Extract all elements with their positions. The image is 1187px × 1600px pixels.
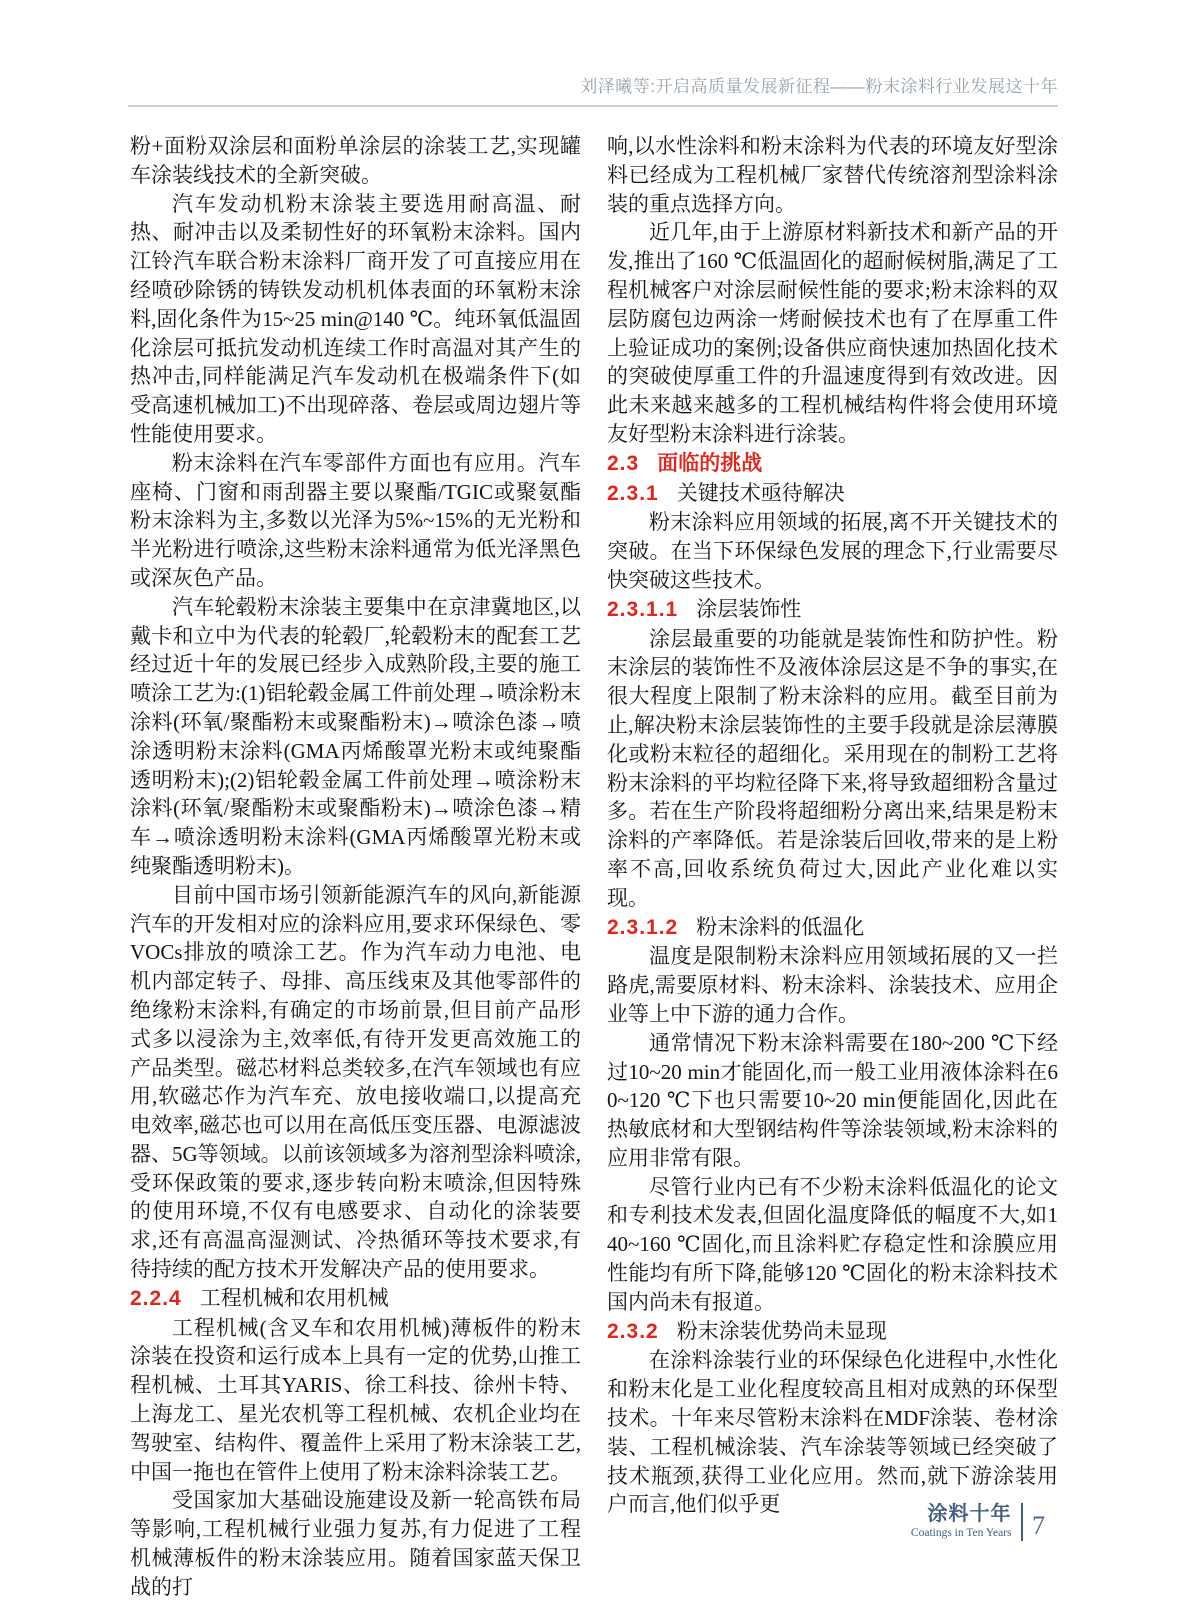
journal-name-en: Coatings in Ten Years [910, 1527, 1012, 1539]
footer-divider [1021, 1503, 1024, 1541]
section-heading-2.3.1.2 [607, 913, 1058, 943]
body-paragraph: 在涂料涂装行业的环保绿色化进程中,水性化和粉末化是工业化程度较高且相对成熟的环保型技术。十年来尽管粉末涂料在MDF涂装、卷材涂装、工程机械涂装、汽车涂装等领域已经突破了技术瓶颈,获得工业化应用。然而,就下游涂装用户而言,他们似乎更 [607, 1348, 1058, 1517]
section-title: 面临的挑战 [657, 451, 763, 475]
section-heading-2.3.2 [607, 1317, 1058, 1347]
section-number: 2.3.1 [607, 481, 659, 505]
body-paragraph: 粉末涂料在汽车零部件方面也有应用。汽车座椅、门窗和雨刮器主要以聚酯/TGIC或聚氨酯粉末涂料为主,多数以光泽为5%~15%的无光粉和半光粉进行喷涂,这些粉末涂料通常为低光泽黑色或深灰色产品。 [130, 450, 581, 590]
section-title: 工程机械和农用机械 [199, 1285, 389, 1310]
section-title: 关键技术亟待解决 [676, 480, 845, 505]
running-header-title: 刘泽曦等:开启高质量发展新征程——粉末涂料行业发展这十年 [580, 77, 1058, 96]
body-paragraph: 近几年,由于上游原材料新技术和新产品的开发,推出了160 ℃低温固化的超耐候树脂,满足了工程机械客户对涂层耐候性能的要求;粉末涂料的双层防腐包边两涂一烤耐候技术也有了在厚重工件上验证成功的案例;设备供应商快速加热固化技术的突破使厚重工件的升温速度得到有效改进。因此未来越来越多的工程机械结构件将会使用环境友好型粉末涂料进行涂装。 [607, 220, 1058, 446]
section-title: 涂层装饰性 [696, 596, 802, 621]
section-number: 2.3.1.1 [607, 597, 679, 621]
body-paragraph: 工程机械(含叉车和农用机械)薄板件的粉末涂装在投资和运行成本上具有一定的优势,山推工程机械、土耳其YARIS、徐工科技、徐州卡特、上海龙工、星光农机等工程机械、农机企业均在驾驶室、结构件、覆盖件上采用了粉末涂装工艺,中国一拖也在管件上使用了粉末涂料涂装工艺。 [130, 1315, 581, 1484]
column-right [607, 132, 1058, 1600]
page-number: 7 [1032, 1511, 1045, 1540]
section-title: 粉末涂装优势尚未显现 [676, 1318, 887, 1343]
page-footer [911, 1503, 1045, 1541]
section-heading-2.3.1.1 [607, 595, 1058, 625]
body-paragraph: 尽管行业内已有不少粉末涂料低温化的论文和专利技术发表,但固化温度降低的幅度不大,如140~160 ℃固化,而且涂料贮存稳定性和涂膜应用性能均有所下降,能够120 ℃固化的粉末涂料技术国内尚未有报道。 [607, 1174, 1058, 1314]
body-paragraph: 粉末涂料应用领域的拓展,离不开关键技术的突破。在当下环保绿色发展的理念下,行业需要尽快突破这些技术。 [607, 510, 1058, 592]
header-rule [128, 105, 1058, 107]
section-heading-2.3 [607, 449, 1058, 479]
body-paragraph: 温度是限制粉末涂料应用领域拓展的又一拦路虎,需要原材料、粉末涂料、涂装技术、应用企业等上中下游的通力合作。 [607, 944, 1058, 1026]
body-paragraph: 粉+面粉双涂层和面粉单涂层的涂装工艺,实现罐车涂装线技术的全新突破。 [130, 134, 581, 187]
body-paragraph: 受国家加大基础设施建设及新一轮高铁布局等影响,工程机械行业强力复苏,有力促进了工程机械薄板件的粉末涂装应用。随着国家蓝天保卫战的打 [130, 1488, 581, 1599]
body-paragraph: 汽车发动机粉末涂装主要选用耐高温、耐热、耐冲击以及柔韧性好的环氧粉末涂料。国内江铃汽车联合粉末涂料厂商开发了可直接应用在经喷砂除锈的铸铁发动机机体表面的环氧粉末涂料,固化条件为15~25 min@140 ℃。纯环氧低温固化涂层可抵抗发动机连续工作时高温对其产生的热冲击,同样能满足汽车发动机在极端条件下(如受高速机械加工)不出现碎落、卷层或周边翅片等性能使用要求。 [130, 191, 581, 446]
article-body [130, 132, 1058, 1600]
column-left [130, 132, 581, 1600]
body-paragraph: 通常情况下粉末涂料需要在180~200 ℃下经过10~20 min才能固化,而一般工业用液体涂料在60~120 ℃下也只需要10~20 min便能固化,因此在热敏底材和大型钢结构件等涂装领域,粉末涂料的应用非常有限。 [607, 1030, 1058, 1170]
body-paragraph: 涂层最重要的功能就是装饰性和防护性。粉末涂层的装饰性不及液体涂层这是不争的事实,在很大程度上限制了粉末涂料的应用。截至目前为止,解决粉末涂层装饰性的主要手段就是涂层薄膜化或粉末粒径的超细化。采用现在的制粉工艺将粉末涂料的平均粒径降下来,将导致超细粉含量过多。若在生产阶段将超细粉分离出来,结果是粉末涂料的产率降低。若是涂装后回收,带来的是上粉率不高,回收系统负荷过大,因此产业化难以实现。 [607, 626, 1058, 910]
journal-name-cn: 涂料十年 [927, 1503, 1012, 1525]
section-number: 2.3.2 [607, 1319, 659, 1343]
section-title: 粉末涂料的低温化 [696, 914, 865, 939]
section-heading-2.3.1 [607, 479, 1058, 509]
journal-name-block [911, 1503, 1021, 1541]
section-number: 2.3.1.2 [607, 915, 679, 939]
section-number: 2.2.4 [130, 1286, 182, 1310]
section-number: 2.3 [607, 451, 640, 475]
body-paragraph: 汽车轮毂粉末涂装主要集中在京津冀地区,以戴卡和立中为代表的轮毂厂,轮毂粉末的配套工艺经过近十年的发展已经步入成熟阶段,主要的施工喷涂工艺为:(1)铝轮毂金属工件前处理→喷涂粉末涂料(环氧/聚酯粉末或聚酯粉末)→喷涂色漆→喷涂透明粉末涂料(GMA丙烯酸罩光粉末或纯聚酯透明粉末);(2)铝轮毂金属工件前处理→喷涂粉末涂料(环氧/聚酯粉末或聚酯粉末)→喷涂色漆→精车→喷涂透明粉末涂料(GMA丙烯酸罩光粉末或纯聚酯透明粉末)。 [130, 594, 581, 878]
body-paragraph: 响,以水性涂料和粉末涂料为代表的环境友好型涂料已经成为工程机械厂家替代传统溶剂型涂料涂装的重点选择方向。 [607, 134, 1058, 216]
body-paragraph: 目前中国市场引领新能源汽车的风向,新能源汽车的开发相对应的涂料应用,要求环保绿色、零VOCs排放的喷涂工艺。作为汽车动力电池、电机内部定转子、母排、高压线束及其他零部件的绝缘粉末涂料,有确定的市场前景,但目前产品形式多以浸涂为主,效率低,有待开发更高效施工的产品类型。磁芯材料总类较多,在汽车领域也有应用,软磁芯作为汽车充、放电接收端口,以提高充电效率,磁芯也可以用在高低压变压器、电源滤波器、5G等领域。以前该领域多为溶剂型涂料喷涂,受环保政策的要求,逐步转向粉末喷涂,但因特殊的使用环境,不仅有电感要求、自动化的涂装要求,还有高温高湿测试、冷热循环等技术要求,有待持续的配方技术开发解决产品的使用要求。 [130, 882, 581, 1282]
section-heading-2.2.4 [130, 1284, 581, 1314]
